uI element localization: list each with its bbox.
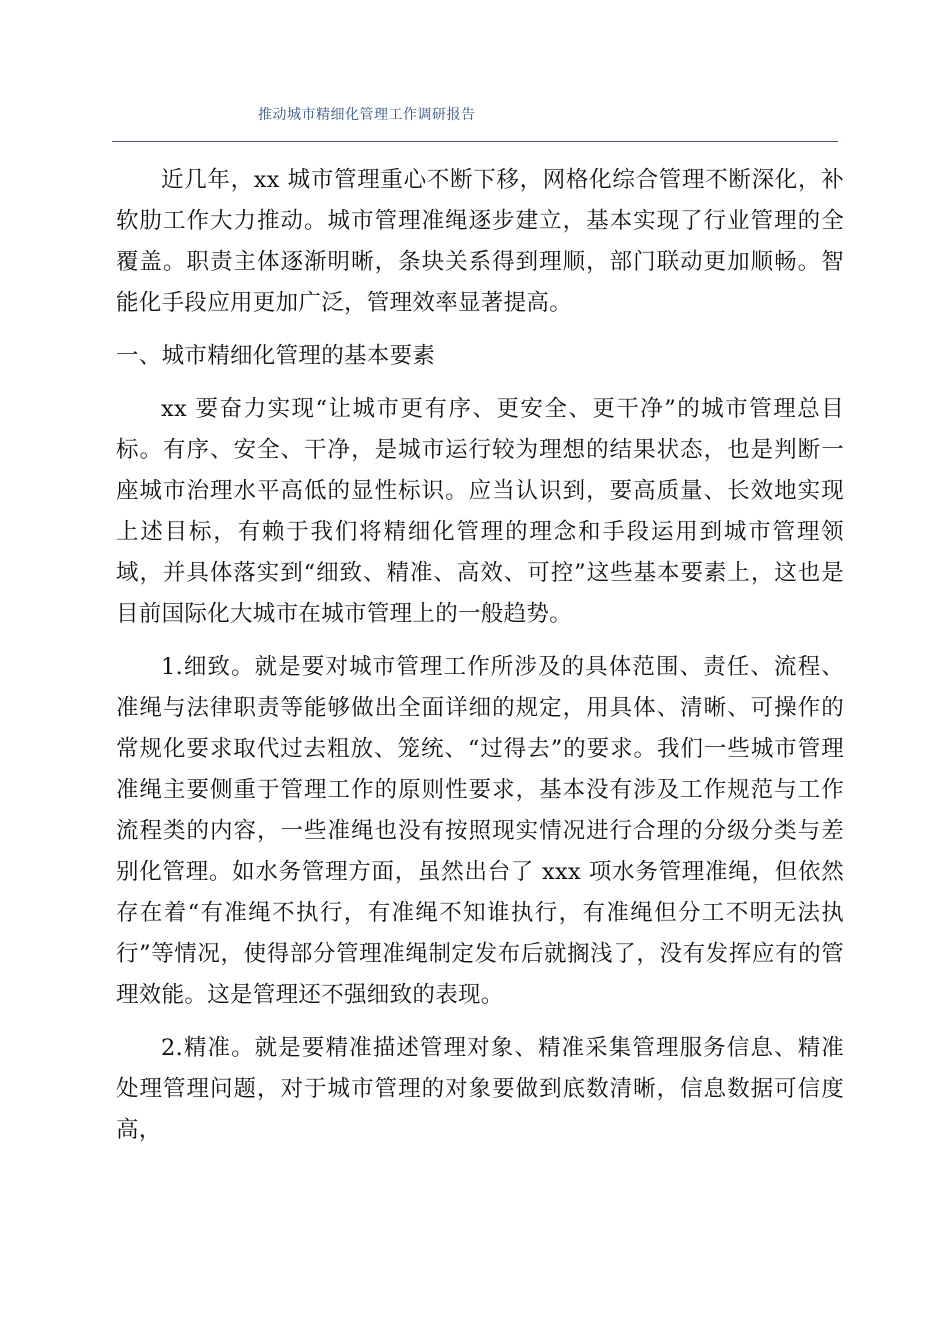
header-divider — [112, 141, 838, 142]
document-body — [116, 160, 844, 1151]
body-paragraph-precision: 2.精准。就是要精准描述管理对象、精准采集管理服务信息、精准处理管理问题，对于城市管理的对象要做到底数清晰，信息数据可信度高， — [116, 1035, 844, 1143]
running-header-title: 推动城市精细化管理工作调研报告 — [258, 107, 476, 123]
body-paragraph-detail: 1.细致。就是要对城市管理工作所涉及的具体范围、责任、流程、准绳与法律职责等能够做出全面详细的规定，用具体、清晰、可操作的常规化要求取代过去粗放、笼统、“过得去”的要求。我们一些城市管理准绳主要侧重于管理工作的原则性要求，基本没有涉及工作规范与工作流程类的内容，一些准绳也没有按照现实情况进行合理的分级分类与差别化管理。如水务管理方面，虽然出台了 xxx 项水务管理准绳，但依然存在着“有准绳不执行，有准绳不知谁执行，有准绳但分工不明无法执行”等情况，使得部分管理准绳制定发布后就搁浅了，没有发挥应有的管理效能。这是管理还不强细致的表现。 — [116, 654, 844, 1008]
body-paragraph-goals: xx 要奋力实现“让城市更有序、更安全、更干净”的城市管理总目标。有序、安全、干净，是城市运行较为理想的结果状态，也是判断一座城市治理水平高低的显性标识。应当认识到，要高质量、长效地实现上述目标，有赖于我们将精细化管理的理念和手段运用到城市管理领域，并具体落实到“细致、精准、高效、可控”这些基本要素上，这也是目前国际化大城市在城市管理上的一般趋势。 — [116, 396, 844, 627]
intro-paragraph: 近几年，xx 城市管理重心不断下移，网格化综合管理不断深化，补软肋工作大力推动。城市管理准绳逐步建立，基本实现了行业管理的全覆盖。职责主体逐渐明晰，条块关系得到理顺，部门联动更加顺畅。智能化手段应用更加广泛，管理效率显著提高。 — [116, 167, 844, 316]
section-heading: 一、城市精细化管理的基本要素 — [116, 343, 436, 369]
